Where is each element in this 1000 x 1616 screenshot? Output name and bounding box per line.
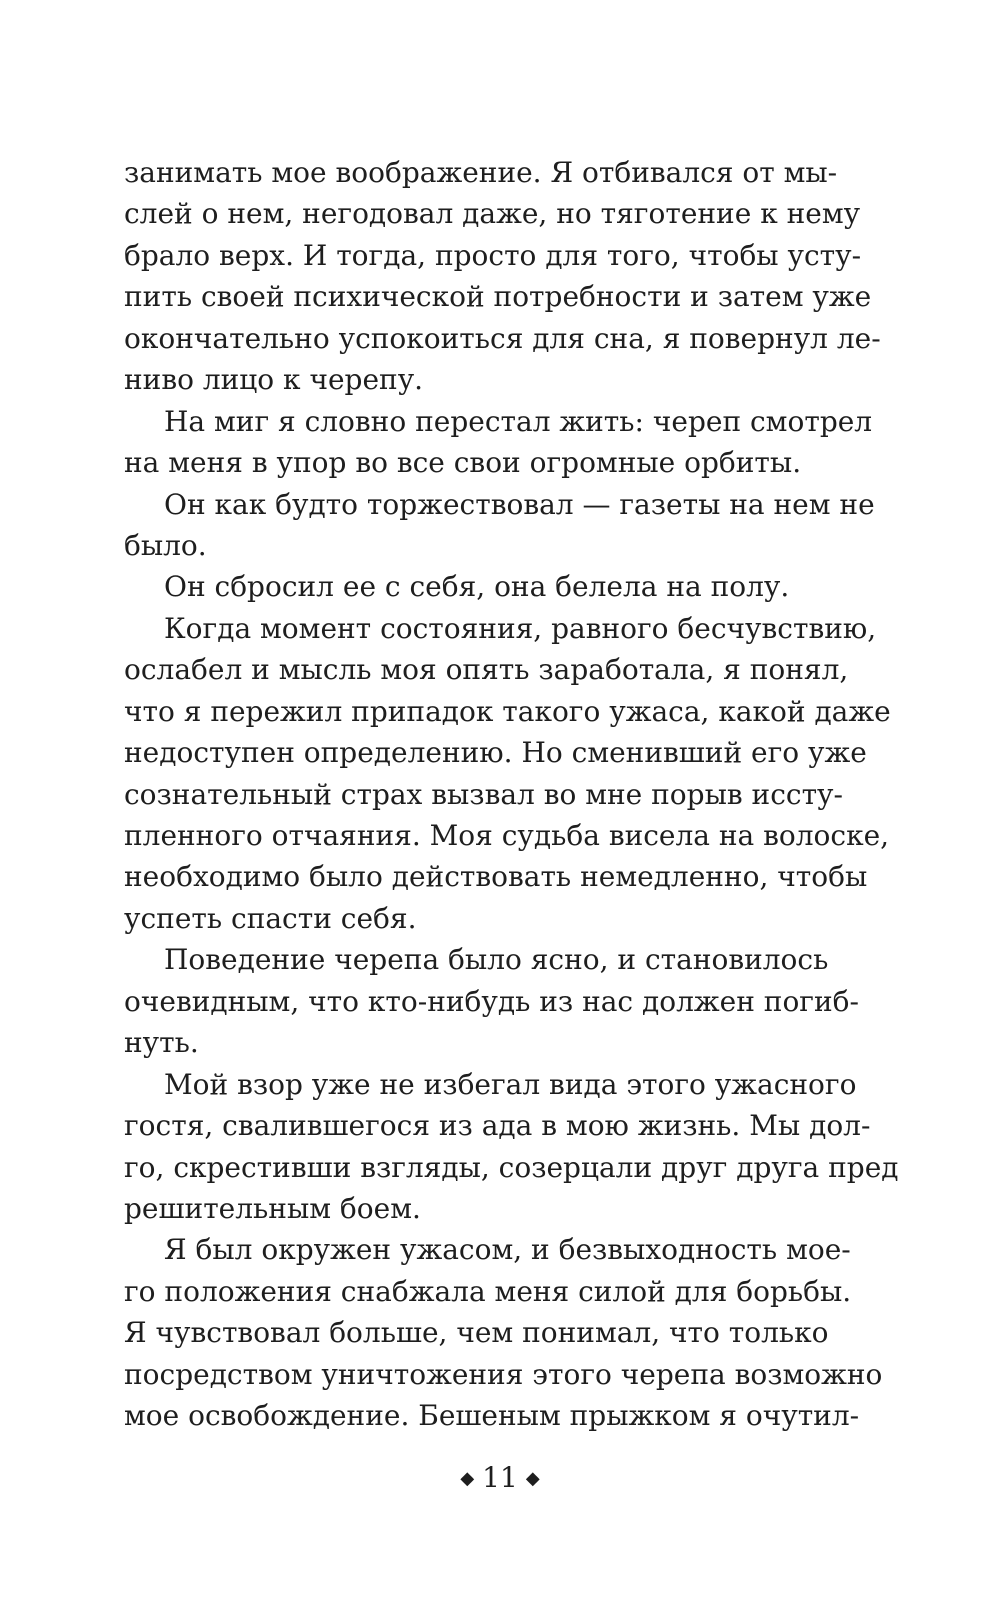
body-text — [124, 152, 899, 1437]
text-line: недоступен определению. Но сменивший его уже — [124, 736, 867, 770]
text-line: очевидным, что кто-нибудь из нас должен погиб- — [124, 984, 859, 1018]
text-line: нуть. — [124, 1026, 199, 1060]
text-line: мое освобождение. Бешеным прыжком я очутил- — [124, 1399, 860, 1433]
diamond-ornament-icon: ◆ — [460, 1468, 475, 1489]
text-line: успеть спасти себя. — [124, 901, 417, 935]
text-line: Когда момент состояния, равного бесчувствию, — [164, 611, 877, 645]
text-line: брало верх. И тогда, просто для того, чтобы усту- — [124, 238, 862, 272]
text-line: что я пережил припадок такого ужаса, какой даже — [124, 694, 891, 728]
text-line: го положения снабжала меня силой для борьбы. — [124, 1274, 852, 1308]
text-line: пленного отчаяния. Моя судьба висела на волоске, — [124, 819, 890, 852]
text-line: ослабел и мысль моя опять заработала, я понял, — [124, 653, 849, 687]
text-line: На миг я словно перестал жить: череп смотрел — [164, 404, 873, 438]
text-line: необходимо было действовать немедленно, чтобы — [124, 860, 868, 894]
page-number-value: 11 — [482, 1461, 518, 1494]
text-line: посредством уничтожения этого черепа возможно — [124, 1357, 883, 1391]
page-number — [0, 1458, 1000, 1499]
text-line: гостя, свалившегося из ада в мою жизнь. Мы дол- — [124, 1109, 871, 1143]
text-line: окончательно успокоиться для сна, я повернул ле- — [124, 321, 881, 355]
text-line: Я был окружен ужасом, и безвыходность мое- — [164, 1233, 851, 1267]
text-line: ниво лицо к черепу. — [124, 363, 424, 397]
text-line: на меня в упор во все свои огромные орбиты. — [124, 446, 802, 480]
text-line: занимать мое воображение. Я отбивался от мы- — [124, 156, 838, 189]
text-line: сознательный страх вызвал во мне порыв иссту- — [124, 777, 843, 811]
text-line: го, скрестивши взгляды, созерцали друг друга пред — [124, 1150, 899, 1184]
text-line: Он сбросил ее с себя, она белела на полу. — [164, 570, 790, 604]
text-line: было. — [124, 528, 207, 562]
text-line: Мой взор уже не избегал вида этого ужасного — [164, 1067, 857, 1101]
text-line: Он как будто торжествовал — газеты на нем не — [164, 487, 875, 521]
text-line: Я чувствовал больше, чем понимал, что только — [124, 1316, 829, 1350]
diamond-ornament-icon: ◆ — [525, 1468, 540, 1489]
text-line: Поведение черепа было ясно, и становилось — [164, 943, 829, 977]
text-line: решительным боем. — [124, 1191, 421, 1225]
text-line: слей о нем, негодовал даже, но тяготение к нему — [124, 197, 861, 231]
text-line: пить своей психической потребности и затем уже — [124, 280, 872, 314]
